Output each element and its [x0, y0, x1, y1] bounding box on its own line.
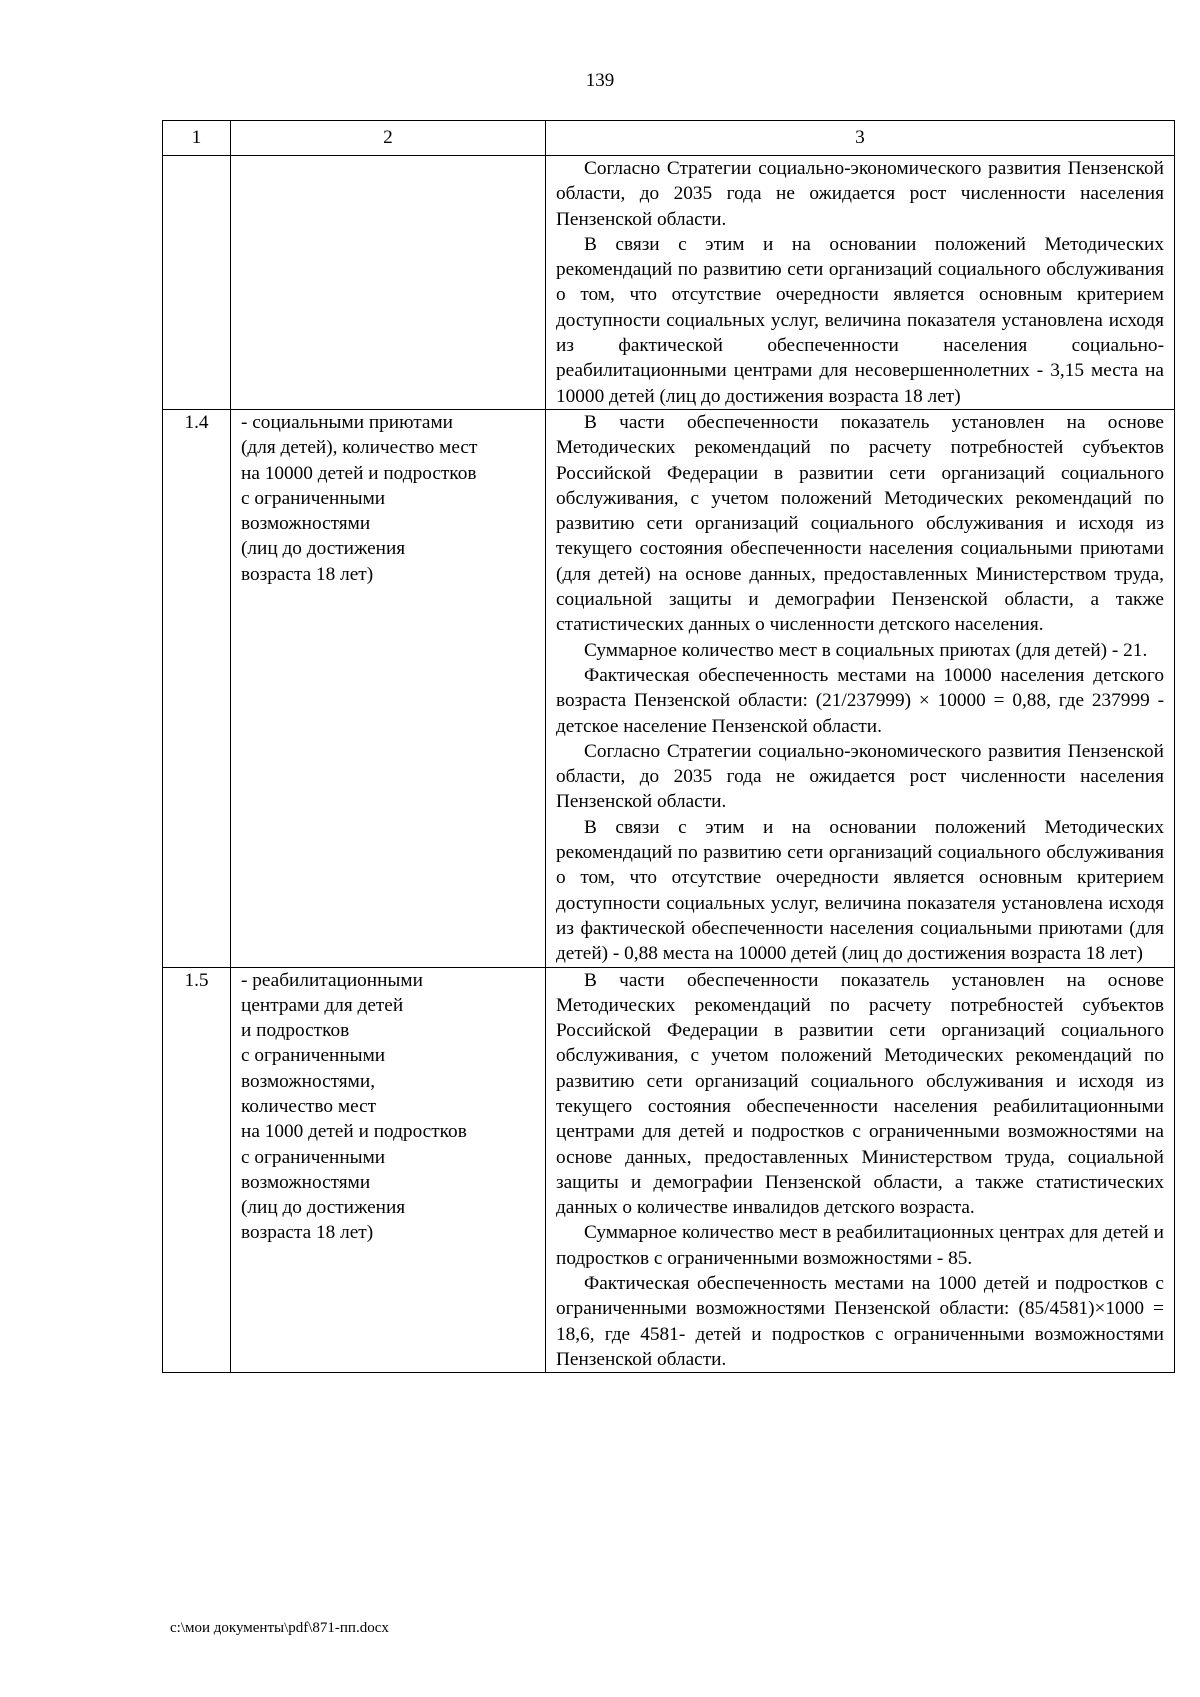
indicator-name-line: количество мест [241, 1095, 377, 1117]
table-row [163, 967, 1175, 1373]
indicator-name-line: центрами для детей [241, 994, 404, 1016]
description-paragraph: В части обеспеченности показатель установлен на основе Методических рекомендаций по расчету потребностей субъектов Российской Федерации в развитии сети организаций социального обслуживания, с учетом положений Методических рекомендаций по развитию сети организаций социального обслуживания и исходя из текущего состояния обеспеченности населения социальными приютами (для детей) на основе данных, предоставленных Министерством труда, социальной защиты и демографии Пензенской области, а также статистических данных о численности детского населения. [556, 411, 1164, 636]
row-number: 1.5 [163, 967, 231, 1373]
indicator-name-line: на 1000 детей и подростков [241, 1121, 467, 1143]
document-table [162, 120, 1175, 1373]
description-paragraph: В части обеспеченности показатель установлен на основе Методических рекомендаций по расчету потребностей субъектов Российской Федерации в развитии сети организаций социального обслуживания, с учетом положений Методических рекомендаций по развитию сети организаций социального обслуживания и исходя из текущего состояния обеспеченности населения реабилитационными центрами для детей и подростков с ограниченными возможностями на основе данных, предоставленных Министерством труда, социальной защиты и демографии Пензенской области, а также статистических данных о количестве инвалидов детского возраста. [556, 969, 1164, 1219]
table-header-row [163, 121, 1175, 156]
description-paragraph: Суммарное количество мест в социальных приютах (для детей) - 21. [584, 639, 1148, 661]
indicator-description [546, 409, 1175, 967]
description-paragraph: В связи с этим и на основании положений Методических рекомендаций по развитию сети организаций социального обслуживания о том, что отсутствие очередности является основным критерием доступности социальных услуг, величина показателя установлена исходя из фактической обеспеченности населения социально-реабилитационными центрами для несовершеннолетних - 3,15 места на 10000 детей (лиц до достижения возраста 18 лет) [556, 233, 1164, 407]
description-paragraph: В связи с этим и на основании положений Методических рекомендаций по развитию сети организаций социального обслуживания о том, что отсутствие очередности является основным критерием доступности социальных услуг, величина показателя установлена исходя из фактической обеспеченности населения социальными приютами (для детей) - 0,88 места на 10000 детей (лиц до достижения возраста 18 лет) [556, 816, 1164, 965]
description-paragraph: Фактическая обеспеченность местами на 10000 населения детского возраста Пензенской области: (21/237999) × 10000 = 0,88, где 237999 - детское население Пензенской области. [556, 664, 1164, 737]
description-paragraph: Суммарное количество мест в реабилитационных центрах для детей и подростков с ограниченными возможностями - 85. [556, 1222, 1164, 1269]
indicator-name-line: возможностями [241, 513, 371, 535]
page-number: 139 [585, 70, 615, 91]
description-paragraph: Фактическая обеспеченность местами на 1000 детей и подростков с ограниченными возможностями Пензенской области: (85/4581)×1000 = 18,6, где 4581- детей и подростков с ограниченными возможностями Пензенской области. [556, 1273, 1164, 1370]
column-header-1: 1 [163, 121, 231, 156]
description-paragraph: Согласно Стратегии социально-экономического развития Пензенской области, до 2035 года не ожидается рост численности населения Пензенской области. [556, 740, 1164, 813]
table-row [163, 156, 1175, 410]
indicator-name-line: (лиц до достижения [241, 1197, 406, 1219]
indicator-name-line: возможностями [241, 1171, 371, 1193]
row-number: 1.4 [163, 409, 231, 967]
row-number [163, 156, 231, 410]
column-header-3: 3 [546, 121, 1175, 156]
indicator-name-line: с ограниченными [241, 1146, 386, 1168]
indicator-name-line: на 10000 детей и подростков [241, 462, 477, 484]
indicator-name-line: возраста 18 лет) [241, 1222, 374, 1244]
indicator-description [546, 156, 1175, 410]
indicator-name [231, 409, 546, 967]
indicator-name-line: - реабилитационными [241, 969, 423, 991]
indicator-name-line: с ограниченными [241, 487, 386, 509]
indicator-name-line: - социальными приютами [241, 411, 453, 433]
file-path-footer: c:\мои документы\pdf\871-пп.docx [170, 1620, 389, 1636]
indicator-name-line: возраста 18 лет) [241, 563, 374, 585]
indicator-description [546, 967, 1175, 1373]
table-row [163, 409, 1175, 967]
indicator-name [231, 156, 546, 410]
indicator-name-line: и подростков [241, 1020, 350, 1042]
indicator-name [231, 967, 546, 1373]
indicator-name-line: (лиц до достижения [241, 538, 406, 560]
indicator-name-line: с ограниченными [241, 1045, 386, 1067]
column-header-2: 2 [231, 121, 546, 156]
description-paragraph: Согласно Стратегии социально-экономического развития Пензенской области, до 2035 года не ожидается рост численности населения Пензенской области. [556, 158, 1164, 230]
indicator-name-line: возможностями, [241, 1070, 376, 1092]
indicator-name-line: (для детей), количество мест [241, 437, 478, 459]
